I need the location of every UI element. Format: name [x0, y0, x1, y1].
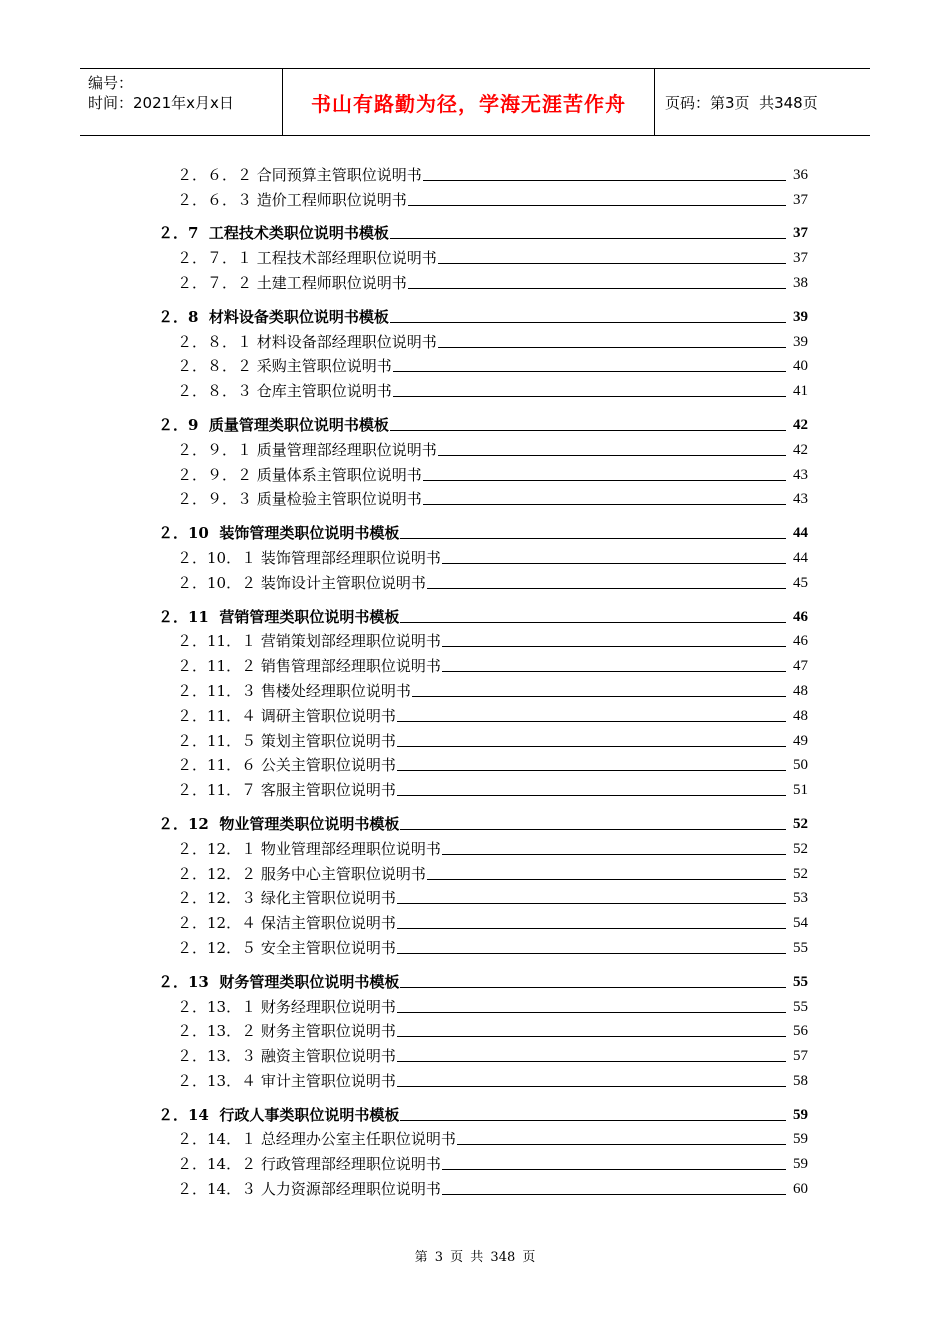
toc-entry-row[interactable] [158, 1149, 808, 1174]
toc-page-number: 59 [793, 1156, 808, 1173]
toc-group [158, 602, 808, 800]
toc-page-number: 55 [793, 939, 808, 956]
toc-leader-line [400, 987, 786, 988]
toc-section-row[interactable] [158, 302, 808, 327]
header-meta [80, 69, 282, 135]
toc-entry-row[interactable] [158, 268, 808, 293]
toc-section-title: ２．9 质量管理类职位说明书模板 [158, 415, 389, 434]
toc-leader-line [408, 205, 786, 206]
toc-group [158, 302, 808, 401]
toc-page-number: 43 [793, 491, 808, 508]
toc-leader-line [397, 1061, 786, 1062]
toc-section-row[interactable] [158, 219, 808, 244]
toc-page-number: 36 [793, 166, 808, 183]
toc-group [158, 967, 808, 1091]
toc-section-row[interactable] [158, 410, 808, 435]
toc-page-number: 39 [793, 333, 808, 350]
toc-entry-row[interactable] [158, 1066, 808, 1091]
toc-page-number: 48 [793, 682, 808, 699]
toc-entry-row[interactable] [158, 933, 808, 958]
toc-section-title: ２．10 装饰管理类职位说明书模板 [158, 524, 400, 543]
toc-entry-row[interactable] [158, 352, 808, 377]
toc-entry-title: ２．８．１ 材料设备部经理职位说明书 [177, 332, 437, 351]
toc-leader-line [393, 371, 786, 372]
toc-leader-line [423, 504, 786, 505]
table-of-contents [158, 160, 808, 1208]
toc-page-number: 46 [793, 633, 808, 650]
toc-leader-line [442, 671, 786, 672]
toc-section-row[interactable] [158, 809, 808, 834]
toc-entry-row[interactable] [158, 1125, 808, 1150]
toc-entry-title: ２．11．５ 策划主管职位说明书 [177, 731, 396, 750]
toc-page-number: 59 [793, 1131, 808, 1148]
toc-page-number: 49 [793, 732, 808, 749]
toc-page-number: 47 [793, 658, 808, 675]
toc-section-title: ２．12 物业管理类职位说明书模板 [158, 814, 400, 833]
toc-entry-title: ２．11．７ 客服主管职位说明书 [177, 781, 396, 800]
toc-page-number: 52 [793, 815, 808, 832]
toc-page-number: 55 [793, 973, 808, 990]
toc-entry-title: ２．10．１ 装饰管理部经理职位说明书 [177, 548, 441, 567]
toc-entry-title: ２．12．３ 绿化主管职位说明书 [177, 889, 396, 908]
header-time-label: 时间：2021年x月x日 [88, 94, 234, 112]
toc-page-number: 37 [793, 225, 808, 242]
toc-page-number: 60 [793, 1181, 808, 1198]
page-footer: 第 3 页 共 348 页 [414, 1250, 536, 1265]
toc-entry-title: ２．14．２ 行政管理部经理职位说明书 [177, 1155, 441, 1174]
toc-entry-row[interactable] [158, 726, 808, 751]
toc-leader-line [457, 1144, 786, 1145]
toc-page-number: 40 [793, 358, 808, 375]
toc-entry-title: ２．６．３ 造价工程师职位说明书 [177, 190, 407, 209]
toc-leader-line [397, 746, 786, 747]
toc-entry-title: ２．８．３ 仓库主管职位说明书 [177, 382, 392, 401]
header-page-info [655, 69, 870, 135]
toc-leader-line [397, 928, 786, 929]
toc-entry-title: ２．12．５ 安全主管职位说明书 [177, 938, 396, 957]
toc-entry-title: ２．13．２ 财务主管职位说明书 [177, 1022, 396, 1041]
toc-section-title: ２．14 行政人事类职位说明书模板 [158, 1105, 400, 1124]
toc-entry-title: ２．９．３ 质量检验主管职位说明书 [177, 490, 422, 509]
toc-leader-line [397, 1086, 786, 1087]
toc-leader-line [400, 622, 786, 623]
toc-entry-row[interactable] [158, 908, 808, 933]
toc-page-number: 44 [793, 549, 808, 566]
toc-group [158, 809, 808, 958]
toc-page-number: 50 [793, 757, 808, 774]
toc-entry-row[interactable] [158, 376, 808, 401]
toc-entry-title: ２．７．２ 土建工程师职位说明书 [177, 273, 407, 292]
toc-page-number: 41 [793, 383, 808, 400]
toc-section-title: ２．7 工程技术类职位说明书模板 [158, 224, 389, 243]
toc-page-number: 57 [793, 1048, 808, 1065]
toc-entry-title: ２．13．１ 财务经理职位说明书 [177, 997, 396, 1016]
toc-leader-line [397, 953, 786, 954]
toc-leader-line [397, 903, 786, 904]
toc-page-number: 52 [793, 840, 808, 857]
toc-page-number: 51 [793, 782, 808, 799]
toc-page-number: 52 [793, 865, 808, 882]
toc-entry-title: ２．11．４ 调研主管职位说明书 [177, 706, 396, 725]
toc-leader-line [400, 538, 786, 539]
toc-entry-row[interactable] [158, 627, 808, 652]
toc-group [158, 219, 808, 293]
toc-leader-line [393, 396, 786, 397]
toc-leader-line [442, 1169, 786, 1170]
toc-leader-line [397, 770, 786, 771]
toc-entry-title: ２．８．２ 采购主管职位说明书 [177, 357, 392, 376]
toc-leader-line [390, 322, 786, 323]
toc-page-number: 44 [793, 525, 808, 542]
toc-leader-line [442, 1194, 786, 1195]
toc-leader-line [400, 829, 786, 830]
toc-leader-line [427, 879, 786, 880]
toc-section-row[interactable] [158, 518, 808, 543]
toc-section-row[interactable] [158, 1100, 808, 1125]
toc-page-number: 46 [793, 608, 808, 625]
toc-leader-line [412, 696, 786, 697]
toc-entry-title: ２．９．２ 质量体系主管职位说明书 [177, 465, 422, 484]
toc-leader-line [390, 238, 786, 239]
toc-entry-title: ２．12．４ 保洁主管职位说明书 [177, 914, 396, 933]
toc-entry-row[interactable] [158, 834, 808, 859]
toc-entry-row[interactable] [158, 859, 808, 884]
toc-section-title: ２．8 材料设备类职位说明书模板 [158, 307, 389, 326]
header-motto: 书山有路勤为径，学海无涯苦作舟 [282, 69, 655, 135]
toc-entry-row[interactable] [158, 435, 808, 460]
toc-leader-line [390, 430, 786, 431]
toc-page-number: 59 [793, 1106, 808, 1123]
header-page-info-text: 页码：第3页 共348页 [665, 93, 818, 112]
toc-leader-line [442, 854, 786, 855]
toc-entry-row[interactable] [158, 1174, 808, 1199]
toc-entry-row[interactable] [158, 243, 808, 268]
toc-section-title: ２．13 财务管理类职位说明书模板 [158, 972, 400, 991]
toc-entry-row[interactable] [158, 884, 808, 909]
toc-leader-line [397, 795, 786, 796]
toc-page-number: 42 [793, 416, 808, 433]
toc-entry-title: ２．14．３ 人力资源部经理职位说明书 [177, 1180, 441, 1199]
toc-leader-line [423, 480, 786, 481]
toc-group [158, 518, 808, 592]
toc-section-row[interactable] [158, 602, 808, 627]
toc-section-title: ２．11 营销管理类职位说明书模板 [158, 607, 400, 626]
toc-entry-row[interactable] [158, 543, 808, 568]
toc-leader-line [397, 1036, 786, 1037]
toc-section-row[interactable] [158, 967, 808, 992]
toc-page-number: 48 [793, 707, 808, 724]
toc-entry-row[interactable] [158, 751, 808, 776]
toc-entry-title: ２．13．４ 审计主管职位说明书 [177, 1071, 396, 1090]
toc-entry-row[interactable] [158, 992, 808, 1017]
toc-leader-line [397, 721, 786, 722]
toc-page-number: 42 [793, 441, 808, 458]
toc-page-number: 45 [793, 574, 808, 591]
toc-entry-title: ２．６．２ 合同预算主管职位说明书 [177, 165, 422, 184]
toc-leader-line [438, 347, 786, 348]
toc-leader-line [423, 180, 786, 181]
toc-entry-title: ２．12．１ 物业管理部经理职位说明书 [177, 839, 441, 858]
toc-page-number: 53 [793, 890, 808, 907]
toc-entry-row[interactable] [158, 327, 808, 352]
toc-page-number: 37 [793, 191, 808, 208]
toc-leader-line [408, 288, 786, 289]
toc-entry-row[interactable] [158, 676, 808, 701]
toc-page-number: 43 [793, 466, 808, 483]
toc-leader-line [427, 588, 786, 589]
toc-entry-title: ２．９．１ 质量管理部经理职位说明书 [177, 440, 437, 459]
toc-group [158, 1100, 808, 1199]
toc-entry-title: ２．11．６ 公关主管职位说明书 [177, 756, 396, 775]
toc-entry-title: ２．14．１ 总经理办公室主任职位说明书 [177, 1130, 456, 1149]
toc-entry-row[interactable] [158, 485, 808, 510]
toc-entry-row[interactable] [158, 1017, 808, 1042]
toc-entry-row[interactable] [158, 651, 808, 676]
toc-page-number: 55 [793, 998, 808, 1015]
toc-page-number: 37 [793, 250, 808, 267]
header-number-label: 编号： [88, 74, 134, 92]
toc-page-number: 58 [793, 1072, 808, 1089]
toc-leader-line [397, 1012, 786, 1013]
page-header [80, 68, 870, 136]
toc-entry-row[interactable] [158, 460, 808, 485]
toc-entry-row[interactable] [158, 1041, 808, 1066]
toc-entry-title: ２．７．１ 工程技术部经理职位说明书 [177, 249, 437, 268]
toc-page-number: 39 [793, 308, 808, 325]
toc-group [158, 410, 808, 509]
toc-entry-row[interactable] [158, 185, 808, 210]
toc-entry-row[interactable] [158, 160, 808, 185]
toc-leader-line [442, 563, 786, 564]
toc-entry-row[interactable] [158, 775, 808, 800]
toc-leader-line [442, 646, 786, 647]
toc-entry-row[interactable] [158, 701, 808, 726]
toc-page-number: 56 [793, 1023, 808, 1040]
toc-entry-row[interactable] [158, 568, 808, 593]
toc-leader-line [438, 263, 786, 264]
toc-page-number: 38 [793, 274, 808, 291]
toc-entry-title: ２．13．３ 融资主管职位说明书 [177, 1047, 396, 1066]
toc-entry-title: ２．10．２ 装饰设计主管职位说明书 [177, 573, 426, 592]
toc-leader-line [400, 1120, 786, 1121]
toc-page-number: 54 [793, 915, 808, 932]
toc-group [158, 160, 808, 210]
toc-leader-line [438, 455, 786, 456]
toc-entry-title: ２．11．１ 营销策划部经理职位说明书 [177, 632, 441, 651]
toc-entry-title: ２．12．２ 服务中心主管职位说明书 [177, 864, 426, 883]
toc-entry-title: ２．11．２ 销售管理部经理职位说明书 [177, 657, 441, 676]
toc-entry-title: ２．11．３ 售楼处经理职位说明书 [177, 681, 411, 700]
